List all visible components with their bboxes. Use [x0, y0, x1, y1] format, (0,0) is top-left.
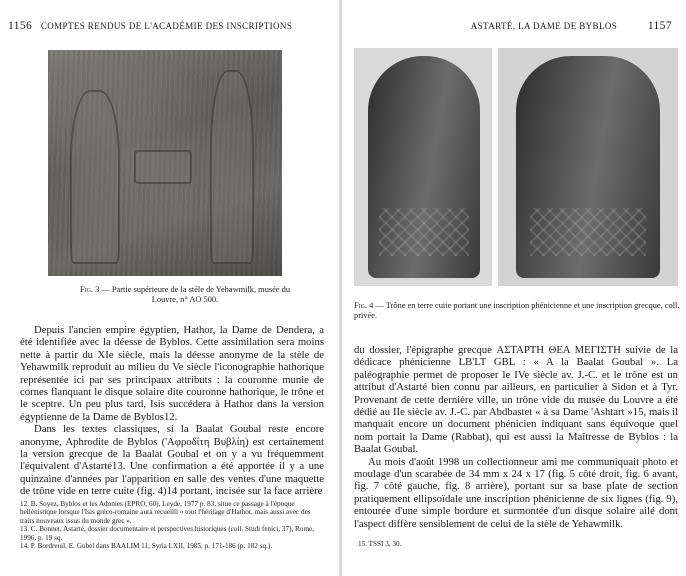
seated-figure-relief: [70, 90, 120, 264]
footnote: 12. B. Soyez, Byblos et les Adonies (EPRO, 60), Leyde, 1977 p. 83, situe ce passage à l'époque hellénistique lorsque l'Isis gréco-romaine aura recueilli « tout l'héritage d'Hathor, mais aussi avec des traits nouveaux issus du monde grec ».: [20, 500, 311, 525]
offering-table-relief: [134, 150, 192, 184]
paragraph: Depuis l'ancien empire égyptien, Hathor, la Dame de Dendera, a été identifiée avec la déesse de Byblos. Cette assimilation sera moins nette à partir du XIe siècle, mais la déesse anonyme de la stèle de Yehawmilk reproduit au milieu du Ve siècle l'iconographie hathorique représentée ici par ses principaux attributs : la couronne munie de cornes flanquant le disque solaire dite couronne hathorique, le trône et le sceptre. Un peu plus tard, Isis succédera à Hathor dans la version égyptienne de la Dame de Byblos12.: [20, 324, 324, 423]
throne-model-front: [368, 56, 480, 278]
figure-4-text: — Trône en terre cuite portant une inscription phénicienne et une inscription grecque, coll. privée.: [354, 301, 680, 320]
right-running-head: ASTARTÉ, LA DAME DE BYBLOS: [470, 21, 618, 31]
figure-3-text: — Partie supérieure de la stèle de Yehawmilk, musée du Louvre, n° AO 500.: [99, 285, 291, 304]
footnote: 13. C. Bonnet, Astarté, dossier documentaire et perspectives historiques (coll. Studi fenici, 37), Rome, 1996, p. 19 sq.: [20, 525, 315, 542]
footnote: 15. TSSI 3, 30.: [358, 540, 402, 548]
right-page-number: 1157: [647, 20, 672, 32]
right-running-header: [471, 20, 672, 32]
right-body-text: [354, 344, 678, 530]
paragraph: Au mois d'août 1998 un collectionneur ami me communiquait photo et moulage d'un scarabée de 34 mm x 24 x 17 (fig. 5 côté droit, fig. 6 avant, fig. 7 côté gauche, fig. 8 arrière), portant sur sa base plate de section pratiquement ellipsoïdale une inscription phénicienne de six lignes (fig. 9), entourée d'une simple bordure et surmontée d'un disque solaire ailé dont l'aspect diffère sensiblement de celui de la stèle de Yehawmilk.: [354, 455, 678, 530]
left-page-number: 1156: [8, 20, 33, 32]
paragraph: du dossier, l'épigraphe grecque ΑΣΤΑΡΤΗ ΘΕΑ ΜΕΓΙΣΤΗ suivie de la dédicace phénicienne LB'LT GBL : « A la Baalat Goubal ». La paléographie permet de proposer le IVe siècle av. J.-C. et le trône est un attribut d'Astarté bien connu par ailleurs, en particulier à Sidon et à Tyr. Provenant de cette dernière ville, un trône vide du musée du Louvre a été dédié au IIe siècle av. J.-C. par Abdbastet « à sa Dame 'Ashtart »15, mais il manquait encore un document phénicien indiquant sans équivoque quel nom portait la Dame (Rabbat), qui est aussi la Maîtresse de Byblos : la Baalat Goubal.: [354, 344, 678, 456]
throne-model-back: [516, 56, 660, 278]
left-body-text: [20, 324, 324, 498]
throne-photo-front: [354, 48, 492, 286]
left-running-header: [8, 20, 292, 32]
left-running-head: COMPTES RENDUS DE L'ACADÉMIE DES INSCRIPTIONS: [40, 21, 293, 31]
left-footnotes: [20, 500, 320, 551]
standing-figure-relief: [210, 70, 254, 264]
throne-photo-back: [498, 48, 678, 286]
figure-4-caption: [354, 301, 680, 321]
figure-3-caption: [70, 285, 300, 305]
paragraph: Dans les textes classiques, si la Baalat Goubal reste encore anonyme, Aphrodite de Byblos ('Αφροδίτη Βυβλίη) est certainement la version grecque de la Baalat Goubal et on y a vu fréquemment l'équivalent d'Astarté13. Une confirmation a été apportée il y a une quinzaine d'années par l'apparition en salle des ventes d'une maquette de trône vide en terre cuite (fig. 4)14 portant, incisée sur la face arrière: [20, 423, 324, 498]
footnote: 14. P. Bordreuil, E. Gubel dans BAALIM 11, Syria LXII, 1985, p. 171-186 (p. 182 sq.).: [20, 542, 273, 551]
figure-3-label: Fig. 3: [79, 285, 100, 294]
right-footnotes: [358, 540, 558, 548]
figure-4-label: Fig. 4: [354, 301, 374, 310]
stele-photo: [48, 50, 282, 276]
